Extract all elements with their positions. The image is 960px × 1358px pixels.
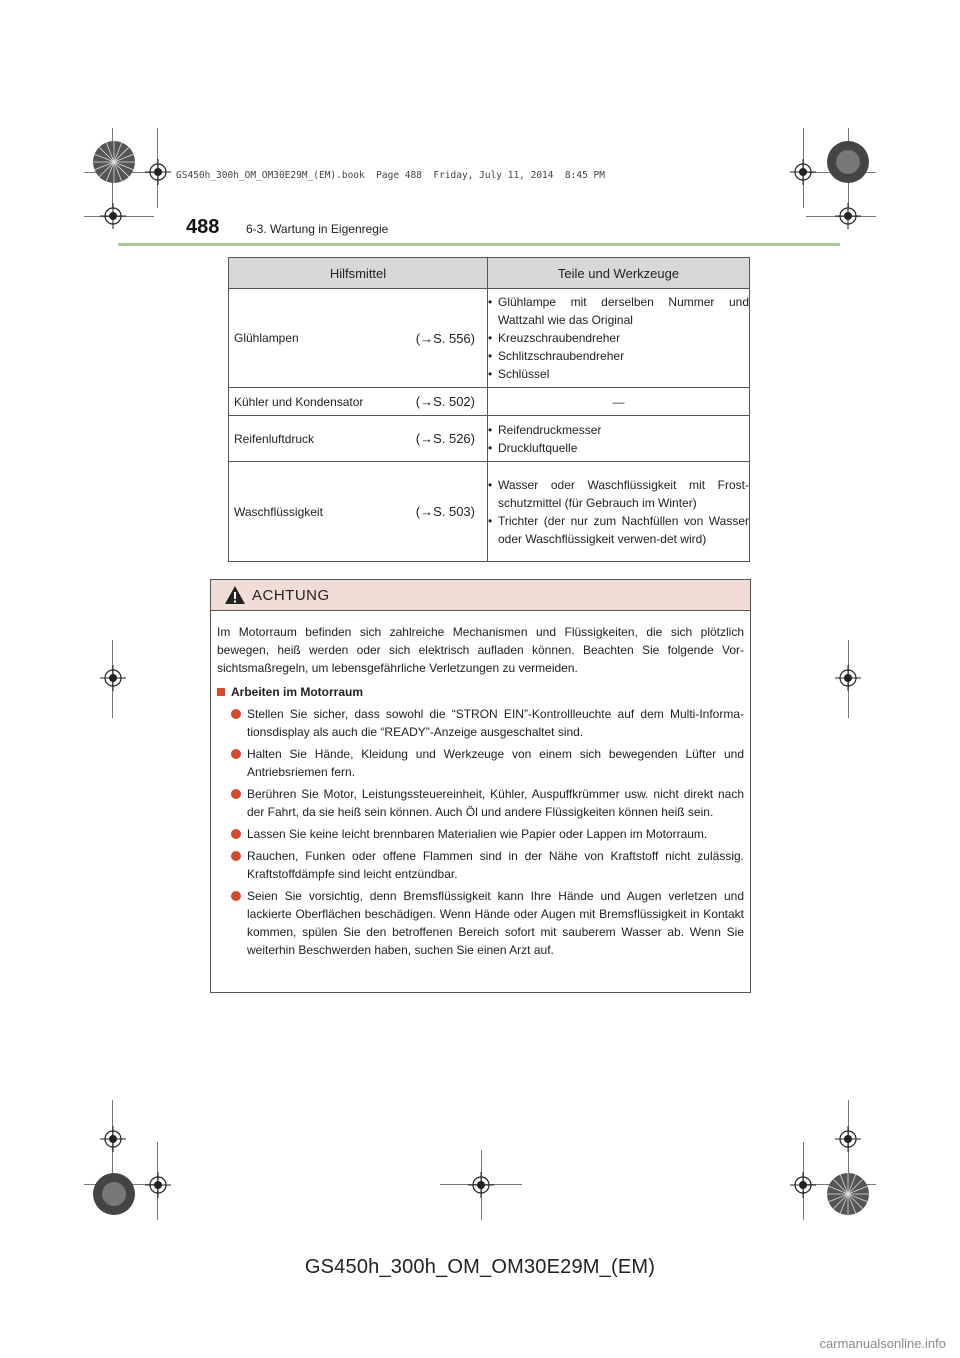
warning-point: Stellen Sie sicher, dass sowohl die “STRON EIN”-Kontrollleuchte auf dem Multi-Informa-tionsdisplay als auch die “READY”-Anzeige ausgeschaltet sind. <box>217 705 744 741</box>
item-label: Reifenluftdruck <box>234 431 315 446</box>
table-cell-item <box>229 462 488 562</box>
warning-point: Rauchen, Funken oder offene Flammen sind in der Nähe von Kraftstoff nicht zulässig. Kraftstoffdämpfe sind leicht entzündbar. <box>217 847 744 883</box>
page-reference: (→S. 503) <box>415 504 475 519</box>
list-item: • Glühlampe mit derselben Nummer und Wattzahl wie das Original <box>488 295 749 327</box>
circle-bullet-icon <box>231 851 241 861</box>
registration-mark-icon <box>835 1126 861 1152</box>
warning-intro: Im Motorraum befinden sich zahlreiche Mechanismen und Flüssigkeiten, die sich plötzlich bewegen, heiß werden oder sich elektrisch aufladen können. Beachten Sie folgende Vor-sichtsmaßregeln, um lebensgefährliche Verletzungen zu vermeiden. <box>217 625 744 675</box>
circle-bullet-icon <box>231 709 241 719</box>
color-wheel-icon <box>92 140 136 184</box>
table-cell-parts <box>488 416 750 462</box>
square-bullet-icon <box>217 688 225 696</box>
circle-bullet-icon <box>231 789 241 799</box>
header-divider <box>118 243 840 246</box>
footer-document-code: GS450h_300h_OM_OM30E29M_(EM) <box>304 1256 656 1278</box>
column-header-teile: Teile und Werkzeuge <box>488 258 750 289</box>
list-item: • Druckluftquelle <box>488 440 578 455</box>
warning-header <box>211 580 750 611</box>
table-row <box>229 416 750 462</box>
page-reference: (→S. 502) <box>415 394 475 409</box>
table-row <box>229 289 750 388</box>
circle-bullet-icon <box>231 829 241 839</box>
page-reference: (→S. 556) <box>415 330 475 346</box>
table-cell-parts <box>488 289 750 388</box>
table-cell-parts <box>488 462 750 562</box>
registration-mark-icon <box>100 665 126 691</box>
list-item: • Kreuzschraubendreher <box>488 331 621 345</box>
page-reference: (→S. 526) <box>415 431 475 446</box>
warning-box <box>210 579 751 993</box>
warning-triangle-icon <box>224 585 246 605</box>
warning-point: Lassen Sie keine leicht brennbaren Materialien wie Papier oder Lappen im Motorraum. <box>217 825 744 843</box>
warning-point: Berühren Sie Motor, Leistungssteuereinheit, Kühler, Auspuffkrümmer usw. nicht direkt nach der Fahrt, da sie heiß sein können. Auch Öl und andere Flüssigkeiten können heiß sein. <box>217 785 744 821</box>
tools-table <box>228 257 750 562</box>
table-cell-item <box>229 289 488 388</box>
registration-mark-icon <box>790 159 816 185</box>
registration-mark-icon <box>145 159 171 185</box>
registration-mark-icon <box>100 203 126 229</box>
warning-title: ACHTUNG <box>252 586 330 604</box>
registration-mark-icon <box>835 665 861 691</box>
item-label: Glühlampen <box>234 331 299 345</box>
registration-mark-icon <box>790 1172 816 1198</box>
registration-mark-icon <box>100 1126 126 1152</box>
table-cell-item <box>229 388 488 416</box>
circle-bullet-icon <box>231 749 241 759</box>
section-title: 6-3. Wartung in Eigenregie <box>246 222 389 236</box>
list-item: • Schlitzschraubendreher <box>488 349 625 363</box>
color-wheel-icon <box>826 140 870 184</box>
registration-mark-icon <box>145 1172 171 1198</box>
column-header-hilfsmittel: Hilfsmittel <box>229 258 488 289</box>
warning-point: Halten Sie Hände, Kleidung und Werkzeuge von einem sich bewegenden Lüfter und Antriebsriemen fern. <box>217 745 744 781</box>
warning-point: Seien Sie vorsichtig, denn Bremsflüssigkeit kann Ihre Hände und Augen verletzen und lackierte Oberflächen beschädigen. Wenn Hände oder Augen mit Bremsflüssigkeit in Kontakt kommen, spülen Sie den betroffenen Bereich sofort mit sauberem Wasser ab. Wenn Sie weiterhin Beschwerden haben, suchen Sie einen Arzt auf. <box>217 887 744 959</box>
registration-mark-icon <box>468 1172 494 1198</box>
list-item: • Reifendruckmesser <box>488 422 602 437</box>
item-label: Kühler und Kondensator <box>234 394 364 409</box>
color-wheel-icon <box>92 1172 136 1216</box>
warning-body <box>211 611 750 959</box>
print-info-line: GS450h_300h_OM_OM30E29M_(EM).book Page 488 Friday, July 11, 2014 8:45 PM <box>176 170 605 181</box>
color-wheel-icon <box>826 1172 870 1216</box>
watermark: carmanualsonline.info <box>819 1336 946 1351</box>
list-item: • Trichter (der nur zum Nachfüllen von Wasser oder Waschflüssigkeit verwen-det wird) <box>488 513 749 546</box>
warning-subheading: Arbeiten im Motorraum <box>217 683 744 701</box>
item-label: Waschflüssigkeit <box>234 504 323 519</box>
table-row <box>229 462 750 562</box>
table-cell-parts: — <box>488 388 750 416</box>
circle-bullet-icon <box>231 891 241 901</box>
table-row <box>229 388 750 416</box>
list-item: • Schlüssel <box>488 367 550 381</box>
table-cell-item <box>229 416 488 462</box>
list-item: • Wasser oder Waschflüssigkeit mit Frost-schutzmittel (für Gebrauch im Winter) <box>488 477 749 510</box>
page-number: 488 <box>186 216 220 238</box>
table-header-row <box>229 258 750 289</box>
registration-mark-icon <box>835 203 861 229</box>
